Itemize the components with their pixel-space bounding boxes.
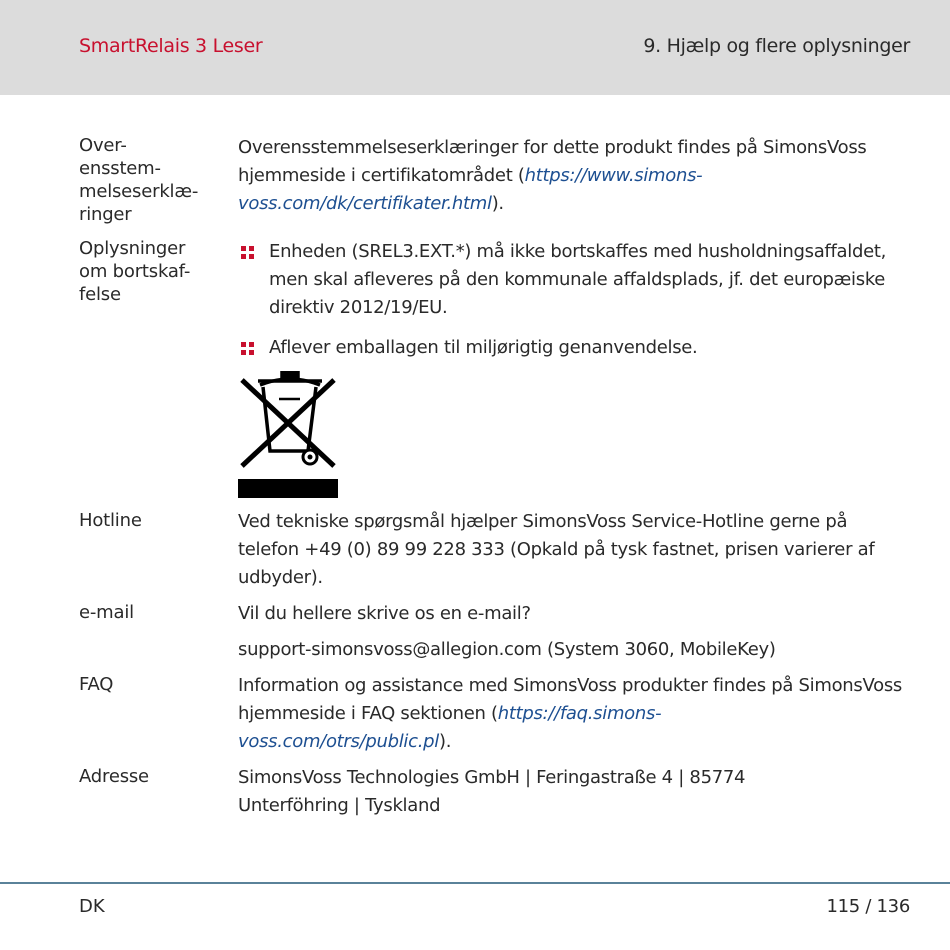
page-number: 115 / 136 <box>826 896 910 917</box>
footer-language: DK <box>79 896 105 917</box>
faq-text: Information og assistance med SimonsVoss produkter findes på SimonsVoss hjemmeside i FAQ sektionen (https://faq.simons- voss.com/otrs/public.pl). <box>238 675 902 752</box>
faq-link[interactable]: https://faq.simons- voss.com/otrs/public.pl <box>238 703 662 752</box>
bullet-icon <box>241 246 254 259</box>
product-title: SmartRelais 3 Leser <box>79 35 263 57</box>
chapter-title: 9. Hjælp og flere oplysninger <box>643 35 910 57</box>
conformity-label: Over- ensstem- melseserklæ- ringer <box>79 135 199 225</box>
page-header <box>0 0 950 95</box>
list-item: Aflever emballagen til miljørigtig genanvendelse. <box>238 334 908 362</box>
email-question: Vil du hellere skrive os en e-mail? <box>238 603 531 624</box>
crossed-out-wheelie-bin-icon <box>238 371 338 498</box>
hotline-label: Hotline <box>79 510 142 531</box>
bullet-icon <box>241 342 254 355</box>
footer-divider <box>0 882 950 884</box>
disposal-label: Oplysninger om bortskaf- felse <box>79 238 191 305</box>
email-label: e-mail <box>79 602 134 623</box>
conformity-text: Overensstemmelseserklæringer for dette produkt findes på SimonsVoss hjemmeside i certifikatområdet (https://www.simons- voss.com/dk/certifikater.html). <box>238 137 867 214</box>
faq-label: FAQ <box>79 674 114 695</box>
address-label: Adresse <box>79 766 149 787</box>
hotline-text: Ved tekniske spørgsmål hjælper SimonsVoss Service-Hotline gerne på telefon +49 (0) 89 99 228 333 (Opkald på tysk fastnet, prisen varierer af udbyder). <box>238 511 875 588</box>
certificates-link[interactable]: https://www.simons- voss.com/dk/certifikater.html <box>238 165 703 214</box>
list-item: Enheden (SREL3.EXT.*) må ikke bortskaffes med husholdningsaffaldet, men skal afleveres på den kommunale affaldsplads, jf. det europæiske direktiv 2012/19/EU. <box>238 238 908 322</box>
address-text: SimonsVoss Technologies GmbH | Feringastraße 4 | 85774 Unterföhring | Tyskland <box>238 767 746 816</box>
email-address[interactable]: support-simonsvoss@allegion.com (System 3060, MobileKey) <box>238 639 776 660</box>
